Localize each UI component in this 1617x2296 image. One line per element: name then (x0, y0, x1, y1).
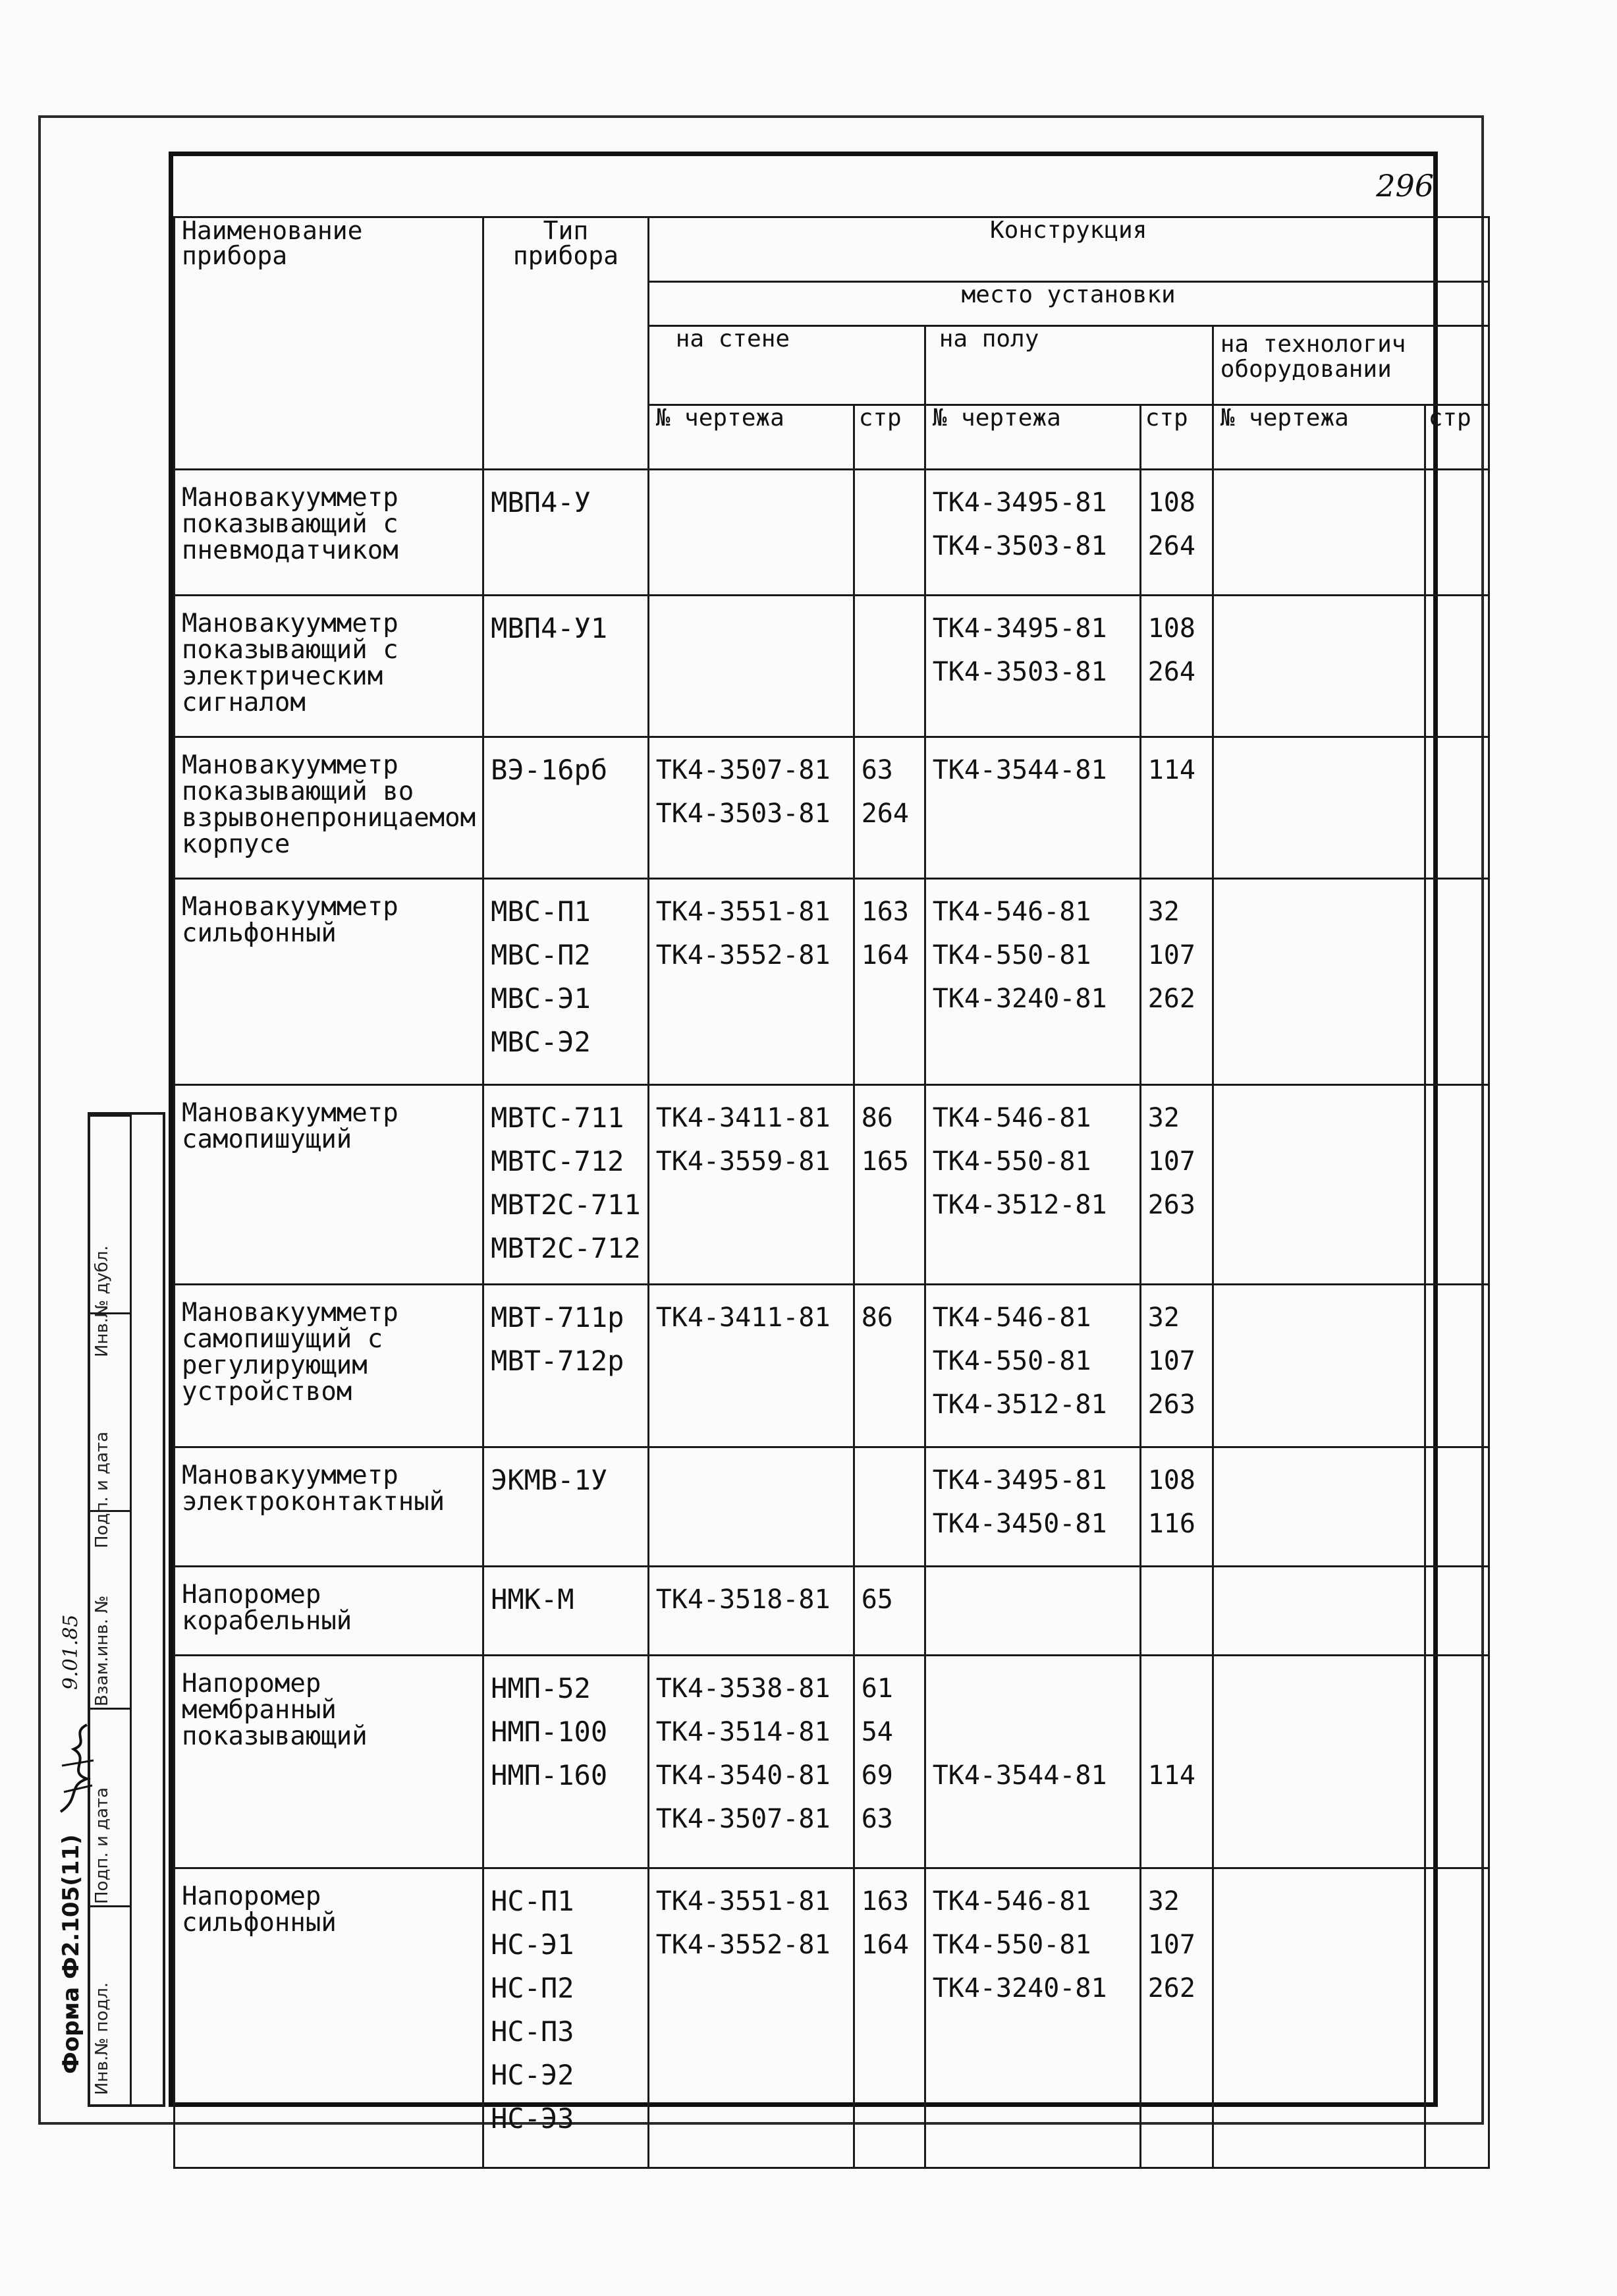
floor-drawing: ТК4-550-81 (932, 940, 1091, 970)
device-name: Мановакуумметр самопишущий (175, 1085, 483, 1285)
floor-page: 264 (1147, 531, 1195, 561)
device-type: НС-Э2 (491, 2059, 574, 2091)
floor-drawing: ТК4-3512-81 (932, 1190, 1107, 1220)
wall-drawing: ТК4-3503-81 (655, 798, 831, 829)
wall-drawing: ТК4-3551-81 (655, 897, 831, 927)
header-wall-drawing: № чертежа (648, 405, 854, 470)
floor-drawing: ТК4-3544-81 (932, 1760, 1107, 1791)
equip-page-cell (1425, 1085, 1489, 1285)
equip-drawing-cell (1213, 1567, 1425, 1656)
floor-drawing: ТК4-546-81 (932, 897, 1091, 927)
device-name: Напоромер корабельный (175, 1567, 483, 1656)
header-equip-drawing: № чертежа (1213, 405, 1425, 470)
wall-drawing-cell (648, 1567, 854, 1656)
wall-page: 163 (861, 897, 909, 927)
floor-page: 108 (1147, 488, 1195, 518)
wall-page: 69 (861, 1760, 893, 1791)
floor-drawing: ТК4-3495-81 (932, 488, 1107, 518)
device-type-cell (483, 1447, 649, 1567)
wall-page: 163 (861, 1886, 909, 1917)
floor-drawing-cell (925, 1567, 1140, 1656)
wall-drawing: ТК4-3559-81 (655, 1146, 831, 1177)
wall-drawing-cell (648, 737, 854, 879)
floor-page-cell (1140, 1567, 1213, 1656)
floor-page: 263 (1147, 1190, 1195, 1220)
wall-page: 86 (861, 1103, 893, 1133)
wall-drawing: ТК4-3411-81 (655, 1302, 831, 1333)
table-row (175, 879, 1489, 1085)
wall-page: 65 (861, 1584, 893, 1615)
wall-page: 165 (861, 1146, 909, 1177)
wall-page-cell (854, 596, 925, 737)
equip-drawing-cell (1213, 1868, 1425, 2168)
equip-page-cell (1425, 737, 1489, 879)
floor-page: 108 (1147, 1465, 1195, 1496)
table-row (175, 737, 1489, 879)
wall-page: 164 (861, 1930, 909, 1960)
wall-page: 63 (861, 755, 893, 785)
header-wall-page: стр (854, 405, 925, 470)
device-type: НМП-52 (491, 1672, 591, 1704)
wall-drawing: ТК4-3540-81 (655, 1760, 831, 1791)
equip-page-cell (1425, 1656, 1489, 1868)
equip-page-cell (1425, 1567, 1489, 1656)
floor-page-cell (1140, 1447, 1213, 1567)
floor-drawing: ТК4-546-81 (932, 1302, 1091, 1333)
wall-drawing: ТК4-3518-81 (655, 1584, 831, 1615)
floor-page (1148, 1710, 1205, 1754)
header-on-floor: на полу (925, 326, 1213, 405)
floor-drawing: ТК4-546-81 (932, 1886, 1091, 1917)
floor-page-cell (1140, 596, 1213, 737)
device-type: НС-Э1 (491, 1928, 574, 1961)
equip-page-cell (1425, 470, 1489, 596)
equip-drawing-cell (1213, 1656, 1425, 1868)
stamp-label-1: Инв.№ подл. (92, 1982, 112, 2095)
floor-page-cell (1140, 1285, 1213, 1447)
floor-page: 114 (1147, 755, 1195, 785)
device-type: НМП-100 (491, 1716, 608, 1748)
device-type-cell (483, 596, 649, 737)
device-type: ВЭ-16рб (491, 754, 608, 786)
wall-drawing-cell (648, 470, 854, 596)
device-type: МВТ-711р (491, 1301, 624, 1333)
wall-drawing: ТК4-3411-81 (655, 1103, 831, 1133)
floor-drawing-cell (925, 1447, 1140, 1567)
floor-page-cell (1140, 1656, 1213, 1868)
floor-page-cell (1140, 1868, 1213, 2168)
floor-drawing: ТК4-550-81 (932, 1930, 1091, 1960)
wall-page: 54 (861, 1717, 893, 1747)
wall-drawing-cell (648, 1868, 854, 2168)
wall-drawing: ТК4-3538-81 (655, 1673, 831, 1704)
floor-drawing-cell (925, 596, 1140, 737)
device-type: МВТС-711 (491, 1102, 624, 1134)
device-type: НС-П1 (491, 1885, 574, 1917)
floor-page: 264 (1147, 657, 1195, 687)
device-type-cell (483, 1085, 649, 1285)
table-row (175, 1868, 1489, 2168)
stamp-label-3: Взам.инв. № (92, 1595, 112, 1706)
table-row (175, 1656, 1489, 1868)
floor-page: 32 (1147, 1302, 1180, 1333)
floor-drawing-cell (925, 470, 1140, 596)
floor-page-cell (1140, 1085, 1213, 1285)
device-type: МВП4-У (491, 486, 591, 518)
wall-drawing-cell (648, 879, 854, 1085)
stamp-label-2: Подп. и дата (92, 1787, 112, 1904)
wall-drawing: ТК4-3507-81 (655, 755, 831, 785)
floor-drawing: ТК4-3544-81 (932, 755, 1107, 785)
header-floor-page: стр (1140, 405, 1213, 470)
device-type: МВП4-У1 (491, 612, 608, 644)
floor-drawing-cell (925, 1868, 1140, 2168)
device-name: Напоромер сильфонный (175, 1868, 483, 2168)
device-name: Мановакуумметр показывающий с электрическим сигналом (175, 596, 483, 737)
wall-page-cell (854, 1447, 925, 1567)
equip-drawing-cell (1213, 596, 1425, 737)
wall-drawing: ТК4-3507-81 (655, 1804, 831, 1834)
signature-mark (54, 1720, 100, 1818)
device-type: НМК-М (491, 1583, 574, 1615)
wall-page-cell (854, 470, 925, 596)
floor-page-cell (1140, 879, 1213, 1085)
equip-drawing-cell (1213, 1285, 1425, 1447)
floor-page: 263 (1147, 1389, 1195, 1420)
form-label: Форма Ф2.105(11) (58, 1834, 84, 2074)
device-type-cell (483, 737, 649, 879)
floor-page: 114 (1147, 1760, 1195, 1791)
floor-drawing: ТК4-3240-81 (932, 984, 1107, 1014)
floor-drawing: ТК4-3503-81 (932, 531, 1107, 561)
device-type: НС-П2 (491, 1972, 574, 2004)
wall-page-cell (854, 1085, 925, 1285)
floor-drawing: ТК4-3503-81 (932, 657, 1107, 687)
device-type-cell (483, 1567, 649, 1656)
floor-drawing: ТК4-546-81 (932, 1103, 1091, 1133)
device-type: МВС-Э1 (491, 982, 591, 1015)
wall-drawing-cell (648, 1447, 854, 1567)
floor-drawing: ТК4-3512-81 (932, 1389, 1107, 1420)
wall-page-cell (854, 1656, 925, 1868)
device-type: НМП-160 (491, 1759, 608, 1791)
floor-drawing: ТК4-3450-81 (932, 1509, 1107, 1539)
floor-drawing-cell (925, 737, 1140, 879)
equip-page-cell (1425, 1447, 1489, 1567)
device-table (173, 216, 1490, 2169)
floor-page: 107 (1147, 1930, 1195, 1960)
wall-page: 61 (861, 1673, 893, 1704)
table-row (175, 470, 1489, 596)
floor-drawing-cell (925, 1285, 1140, 1447)
floor-page-cell (1140, 470, 1213, 596)
floor-page: 32 (1147, 897, 1180, 927)
floor-drawing: ТК4-3495-81 (932, 1465, 1107, 1496)
device-name: Мановакуумметр самопишущий с регулирующим устройством (175, 1285, 483, 1447)
device-type: МВТС-712 (491, 1145, 624, 1177)
device-type: МВТ2С-711 (491, 1189, 641, 1221)
table-header (175, 217, 1489, 470)
equip-drawing-cell (1213, 1447, 1425, 1567)
equip-page-cell (1425, 596, 1489, 737)
device-type: МВС-П1 (491, 895, 591, 928)
header-construction: Конструкция (648, 217, 1489, 282)
floor-drawing-cell (925, 879, 1140, 1085)
device-type-cell (483, 470, 649, 596)
floor-page: 262 (1147, 984, 1195, 1014)
wall-drawing: ТК4-3514-81 (655, 1717, 831, 1747)
wall-page-cell (854, 737, 925, 879)
device-name: Мановакуумметр сильфонный (175, 879, 483, 1085)
header-equip-page: стр (1425, 405, 1489, 470)
floor-page: 108 (1147, 613, 1195, 644)
device-type: НС-П3 (491, 2015, 574, 2048)
equip-drawing-cell (1213, 1085, 1425, 1285)
floor-drawing: ТК4-550-81 (932, 1146, 1091, 1177)
device-type: ЭКМВ-1У (491, 1464, 608, 1496)
wall-drawing: ТК4-3552-81 (655, 1930, 831, 1960)
device-type: МВС-Э2 (491, 1026, 591, 1058)
wall-page: 264 (861, 798, 909, 829)
header-floor-drawing: № чертежа (925, 405, 1140, 470)
equip-drawing-cell (1213, 879, 1425, 1085)
table-row (175, 1567, 1489, 1656)
wall-drawing: ТК4-3551-81 (655, 1886, 831, 1917)
device-name: Мановакуумметр показывающий во взрывонепроницаемом корпусе (175, 737, 483, 879)
floor-drawing: ТК4-3240-81 (932, 1973, 1107, 2003)
header-name: Наименование прибора (175, 217, 483, 470)
wall-drawing-cell (648, 596, 854, 737)
wall-page: 63 (861, 1804, 893, 1834)
stamp-label-5: Подп. и дата (92, 1431, 112, 1548)
floor-page: 262 (1147, 1973, 1195, 2003)
floor-page (1148, 1667, 1205, 1710)
table-row (175, 1447, 1489, 1567)
header-install-place: место установки (648, 282, 1489, 326)
device-type-cell (483, 879, 649, 1085)
floor-drawing (933, 1710, 1133, 1754)
device-type: МВТ-712р (491, 1345, 624, 1377)
equip-page-cell (1425, 1868, 1489, 2168)
floor-page: 107 (1147, 1146, 1195, 1177)
floor-page: 107 (1147, 1346, 1195, 1376)
device-type: МВТ2С-712 (491, 1232, 641, 1264)
wall-drawing-cell (648, 1656, 854, 1868)
floor-page: 116 (1147, 1509, 1195, 1539)
wall-page-cell (854, 879, 925, 1085)
equip-drawing-cell (1213, 737, 1425, 879)
wall-page: 164 (861, 940, 909, 970)
floor-page: 32 (1147, 1886, 1180, 1917)
device-name: Напоромер мембранный показывающий (175, 1656, 483, 1868)
equip-page-cell (1425, 1285, 1489, 1447)
header-on-wall: на стене (648, 326, 925, 405)
device-type-cell (483, 1868, 649, 2168)
device-type: НС-Э3 (491, 2102, 574, 2135)
floor-drawing: ТК4-550-81 (932, 1346, 1091, 1376)
header-on-equipment: на технологич оборудовании (1213, 326, 1489, 405)
wall-page: 86 (861, 1302, 893, 1333)
equip-drawing-cell (1213, 470, 1425, 596)
floor-drawing: ТК4-3495-81 (932, 613, 1107, 644)
floor-page: 32 (1147, 1103, 1180, 1133)
device-type-cell (483, 1656, 649, 1868)
wall-page-cell (854, 1868, 925, 2168)
stamp-label-4: Инв.№ дубл. (92, 1245, 112, 1357)
wall-page-cell (854, 1567, 925, 1656)
wall-drawing-cell (648, 1085, 854, 1285)
header-type: Тип прибора (483, 217, 649, 470)
floor-page: 107 (1147, 940, 1195, 970)
signature-date: 9.01.85 (59, 1614, 82, 1690)
floor-drawing (933, 1667, 1133, 1710)
device-name: Мановакуумметр показывающий с пневмодатчиком (175, 470, 483, 596)
wall-page-cell (854, 1285, 925, 1447)
table-row (175, 1085, 1489, 1285)
device-name: Мановакуумметр электроконтактный (175, 1447, 483, 1567)
table-row (175, 1285, 1489, 1447)
floor-drawing-cell (925, 1656, 1140, 1868)
floor-page-cell (1140, 737, 1213, 879)
wall-drawing: ТК4-3552-81 (655, 940, 831, 970)
page-number: 296 (1376, 168, 1434, 204)
device-type: МВС-П2 (491, 939, 591, 971)
wall-drawing-cell (648, 1285, 854, 1447)
table-row (175, 596, 1489, 737)
equip-page-cell (1425, 879, 1489, 1085)
floor-drawing-cell (925, 1085, 1140, 1285)
table-body (175, 470, 1489, 2168)
device-type-cell (483, 1285, 649, 1447)
